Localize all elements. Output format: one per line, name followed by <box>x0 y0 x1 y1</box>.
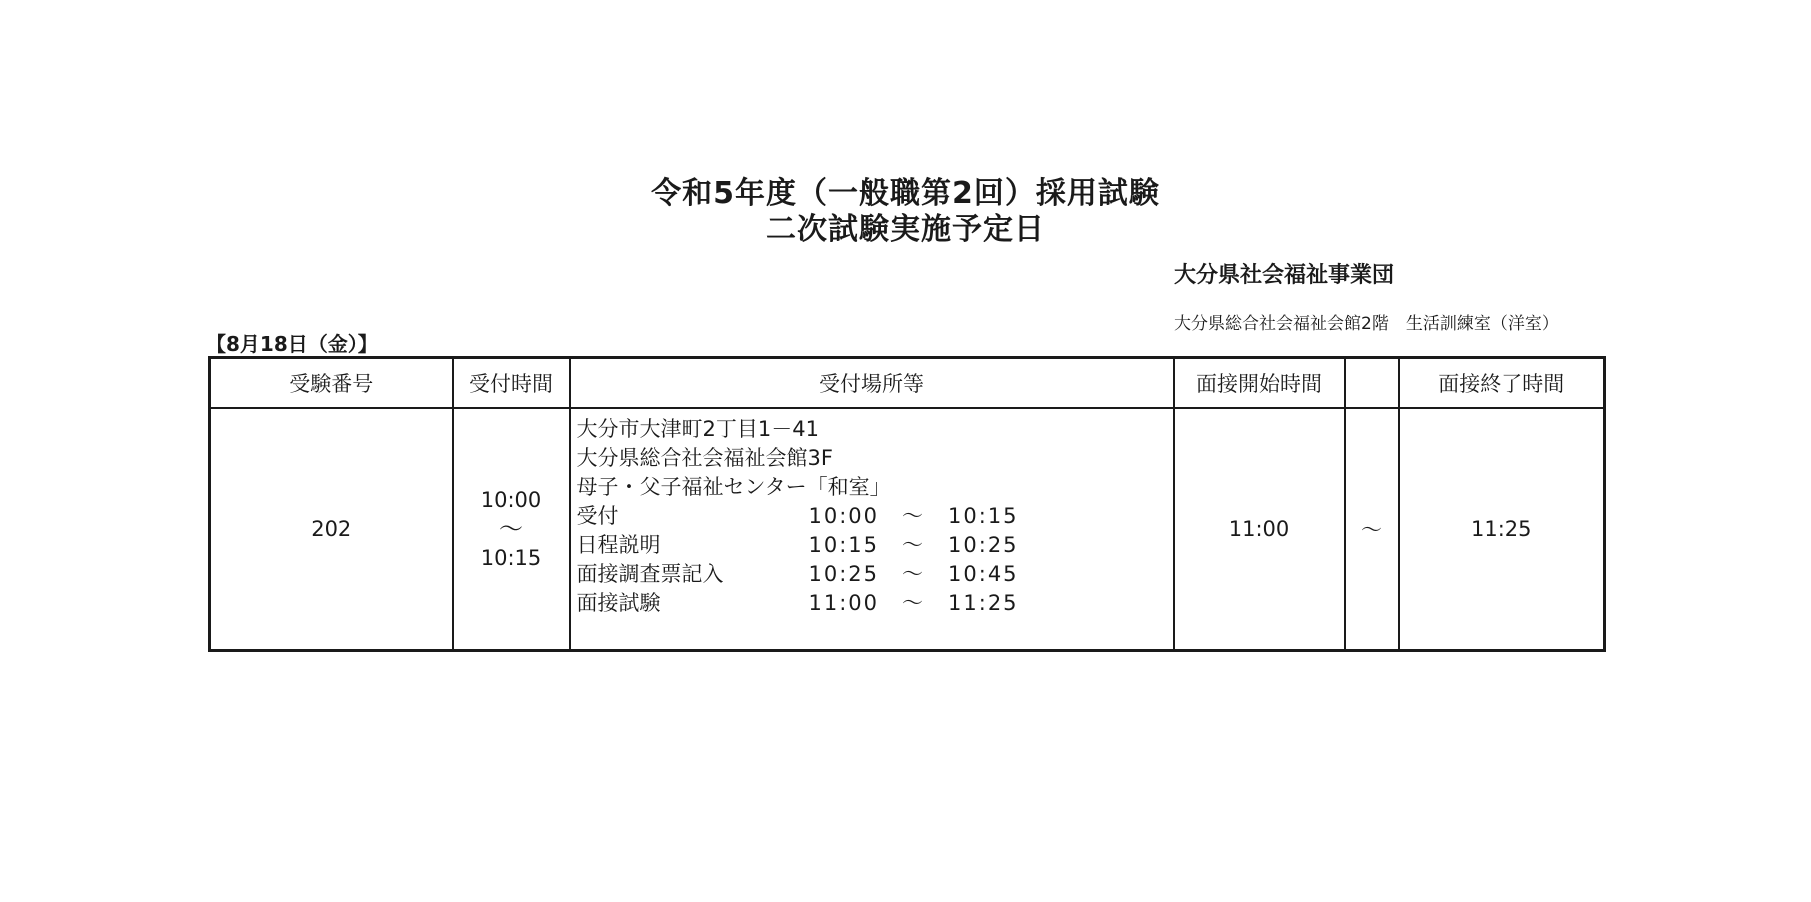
schedule-item <box>577 560 1173 589</box>
cell-separator: ～ <box>1345 408 1399 651</box>
header-reception-time: 受付時間 <box>453 358 570 409</box>
reception-time-tilde: ～ <box>499 514 523 543</box>
cell-interview-end: 11:25 <box>1399 408 1605 651</box>
reception-time-end: 10:15 <box>480 545 542 570</box>
schedule-item <box>577 531 1173 560</box>
schedule-time: 10:15 ～ 10:25 <box>808 533 1019 557</box>
schedule-time: 11:00 ～ 11:25 <box>808 591 1019 615</box>
header-exam-number: 受験番号 <box>210 358 453 409</box>
header-reception-place: 受付場所等 <box>570 358 1174 409</box>
schedule-item <box>577 502 1173 531</box>
place-address: 大分市大津町2丁目1－41 <box>576 417 819 441</box>
schedule-label: 受付 <box>576 504 619 528</box>
schedule-time: 10:25 ～ 10:45 <box>808 562 1019 586</box>
schedule-table <box>208 356 1606 652</box>
place-building: 大分県総合社会福祉会館3F <box>576 446 833 470</box>
page-title: 令和5年度（一般職第2回）採用試験 <box>651 176 1160 211</box>
table-row <box>210 408 1605 651</box>
cell-reception-time <box>453 408 570 651</box>
cell-reception-place <box>570 408 1174 651</box>
place-room: 母子・父子福祉センター「和室」 <box>576 475 891 499</box>
reception-time-start: 10:00 <box>480 487 542 512</box>
schedule-label: 面接調査票記入 <box>576 562 724 586</box>
header-separator <box>1345 358 1399 409</box>
schedule-item <box>577 589 1173 618</box>
schedule-label: 日程説明 <box>576 533 661 557</box>
page-subtitle: 二次試験実施予定日 <box>766 212 1045 247</box>
organization-name: 大分県社会福祉事業団 <box>1174 263 1395 288</box>
exam-date-label: 【8月18日（金）】 <box>206 332 378 356</box>
schedule-time: 10:00 ～ 10:15 <box>808 504 1019 528</box>
cell-exam-number: 202 <box>210 408 453 651</box>
table-header-row <box>210 358 1605 409</box>
header-interview-end: 面接終了時間 <box>1399 358 1605 409</box>
schedule-label: 面接試験 <box>576 591 661 615</box>
cell-interview-start: 11:00 <box>1174 408 1345 651</box>
header-interview-start: 面接開始時間 <box>1174 358 1345 409</box>
venue-location: 大分県総合社会福祉会館2階 生活訓練室（洋室） <box>1174 314 1559 334</box>
